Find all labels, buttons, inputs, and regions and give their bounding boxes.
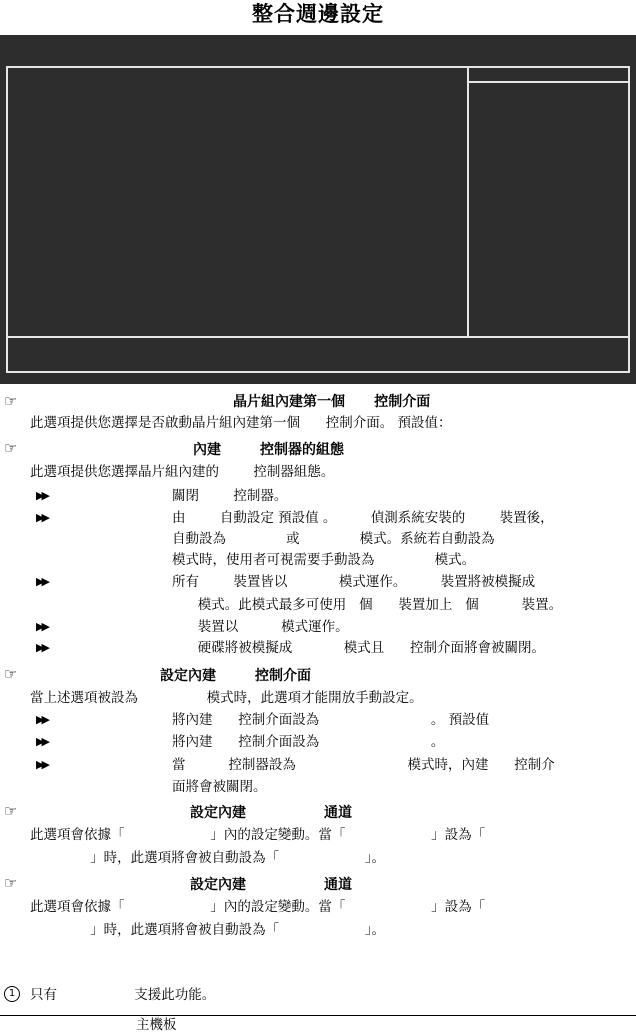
bios-help-divider [467, 68, 469, 336]
bios-screen-frame [6, 66, 630, 373]
pointing-hand-icon: ☞ [4, 874, 18, 892]
pointing-hand-icon: ☞ [4, 439, 18, 457]
footnote-text: 只有 支援此功能。 [30, 987, 216, 1003]
section-text: 此選項提供您選擇是否啟動晶片組內建第一個 控制介面。 預設值： [30, 415, 452, 431]
double-right-arrow-icon: ▶▶ [36, 575, 47, 588]
double-right-arrow-icon: ▶▶ [36, 489, 47, 502]
bullet-text: 將內建 控制介面設為 。 預設值 [172, 712, 490, 728]
double-right-arrow-icon: ▶▶ [36, 735, 47, 748]
section-heading: 設定內建 通道 [190, 805, 352, 821]
double-right-arrow-icon: ▶▶ [36, 511, 47, 524]
pointing-hand-icon: ☞ [4, 392, 18, 410]
section-heading: 設定內建 控制介面 [160, 668, 311, 684]
bullet-text: 模式。此模式最多可使用 個 裝置加上 個 裝置。 [172, 597, 563, 613]
section-text: 」時，此選項將會被自動設為「 」。 [30, 850, 386, 866]
bullet-text: 面將會被關閉。 [172, 779, 267, 795]
double-right-arrow-icon: ▶▶ [36, 758, 47, 771]
bullet-text: 硬碟將被模擬成 模式且 控制介面將會被關閉。 [172, 640, 545, 656]
bullet-text: 將內建 控制介面設為 。 [172, 734, 445, 750]
bullet-text: 關閉 控制器。 [172, 488, 288, 504]
double-right-arrow-icon: ▶▶ [36, 641, 47, 654]
bullet-text: 所有 裝置皆以 模式運作。 裝置將被模擬成 [172, 574, 536, 590]
section-heading: 晶片組內建第一個 控制介面 [233, 394, 431, 410]
bullet-text: 裝置以 模式運作。 [172, 619, 349, 635]
bullet-text: 模式時，使用者可視需要手動設為 模式。 [172, 552, 476, 568]
footer-rule [0, 1015, 636, 1016]
bullet-text: 自動設為 或 模式。系統若自動設為 [172, 531, 495, 547]
section-heading: 設定內建 通道 [190, 877, 352, 893]
section-text: 」時，此選項將會被自動設為「 」。 [30, 922, 386, 938]
bios-screenshot [0, 35, 636, 384]
section-text: 當上述選項被設為 模式時，此選項才能開放手動設定。 [30, 690, 423, 706]
section-text: 此選項會依據「 」內的設定變動。當「 」設為「 [30, 899, 486, 915]
circled-one-icon: 1 [4, 986, 20, 1002]
section-heading: 內建 控制器的組態 [193, 442, 344, 458]
section-text: 此選項提供您選擇晶片組內建的 控制器組態。 [30, 464, 335, 480]
double-right-arrow-icon: ▶▶ [36, 713, 47, 726]
bios-help-header-rule [469, 81, 628, 83]
page-title: 整合週邊設定 [252, 1, 384, 26]
bullet-text: 當 控制器設為 模式時，內建 控制介 [172, 757, 555, 773]
bios-status-divider [8, 336, 628, 338]
footer-label: 主機板 [136, 1017, 177, 1033]
pointing-hand-icon: ☞ [4, 802, 18, 820]
bullet-text: 由 自動設定 預設值 。 偵測系統安裝的 裝置後， [172, 510, 554, 526]
pointing-hand-icon: ☞ [4, 665, 18, 683]
double-right-arrow-icon: ▶▶ [36, 620, 47, 633]
section-text: 此選項會依據「 」內的設定變動。當「 」設為「 [30, 827, 486, 843]
